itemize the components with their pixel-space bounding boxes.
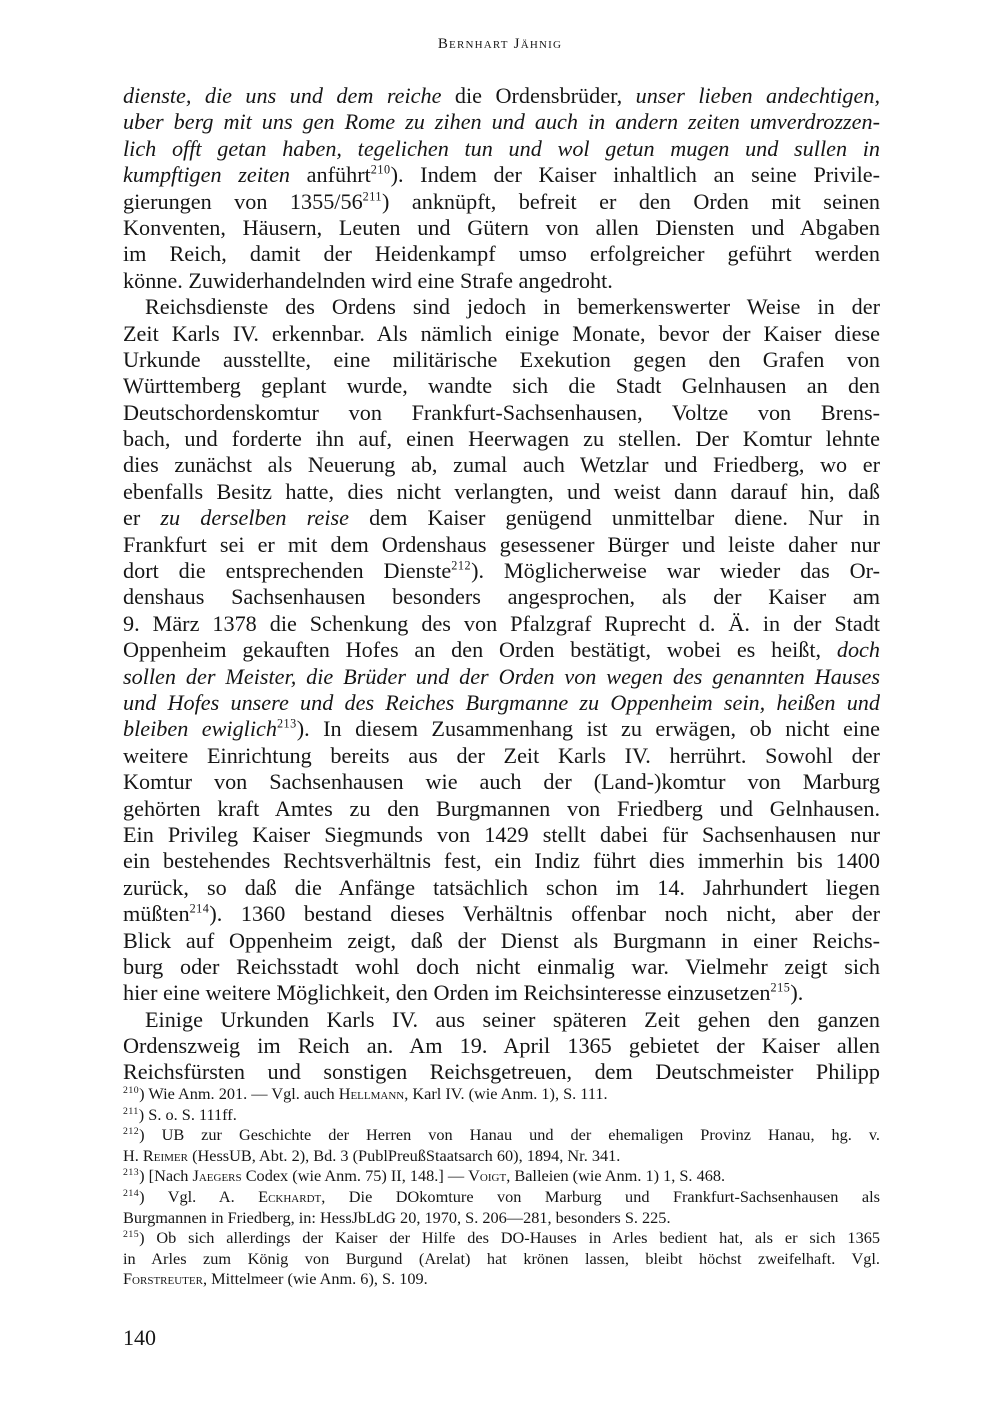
text-run: Codex (wie Anm. 75) II, 148.] — xyxy=(241,1166,469,1186)
text-line xyxy=(123,373,880,399)
italic-quote: unser lieben andechtigen, xyxy=(635,83,881,108)
text-run: , Karl IV. (wie Anm. 1), S. 111. xyxy=(404,1084,608,1103)
footnote-ref: 214 xyxy=(189,901,210,916)
text-run: weitere Einrichtung bereits aus der Zeit Karls IV. herrührt. Sowohl der xyxy=(123,742,880,768)
footnote-line xyxy=(123,1249,880,1270)
text-run: müßten xyxy=(123,901,190,927)
text-run: Urkunde ausstellte, eine militärische Exekution gegen den Grafen von xyxy=(123,346,880,372)
text-line xyxy=(123,215,880,241)
text-run: Blick auf Oppenheim zeigt, daß der Dienst als Burgmann in einer Reichs- xyxy=(123,927,880,953)
author-name: Eckhardt xyxy=(258,1186,322,1206)
text-run: er xyxy=(123,505,161,531)
text-line xyxy=(123,109,880,135)
text-line xyxy=(123,637,880,663)
italic-quote: dienste, die uns und dem reiche xyxy=(123,83,442,108)
text-run: ) [Nach xyxy=(139,1166,193,1186)
text-line xyxy=(123,822,880,848)
text-line xyxy=(123,980,880,1006)
text-line xyxy=(123,901,880,927)
text-run: die Ordensbrüder, xyxy=(441,83,636,108)
text-line xyxy=(123,611,880,637)
text-run: dies zunächst als Neuerung ab, zumal auch Wetzlar und Friedberg, wo er xyxy=(123,452,880,478)
text-run: Reichsfürsten und sonstigen Reichsgetreuen, dem Deutschmeister Philipp xyxy=(123,1059,880,1085)
text-run: ) Wie Anm. 201. — Vgl. auch xyxy=(139,1084,339,1103)
footnote-line xyxy=(123,1228,880,1249)
italic-quote: zu derselben reise xyxy=(160,505,349,531)
text-run: Zeit Karls IV. erkennbar. Als nämlich einige Monate, bevor der Kaiser diese xyxy=(123,320,880,346)
text-run: ). 1360 bestand dieses Verhältnis offenbar noch nicht, aber der xyxy=(209,901,880,927)
text-line xyxy=(123,241,880,267)
footnote-ref: 215 xyxy=(770,980,791,995)
text-run: ) S. o. S. 111ff. xyxy=(138,1104,237,1124)
text-run: in Arles zum König von Burgund (Arelat) hat krönen lassen, bleibt höchst zweifelhaft. Vgl. xyxy=(123,1248,880,1268)
text-line xyxy=(123,664,880,690)
text-line xyxy=(123,321,880,347)
text-line xyxy=(123,584,880,610)
text-run: denshaus Sachsenhausen besonders angesprochen, als der Kaiser am xyxy=(123,584,880,610)
text-run: Deutschordenskomtur von Frankfurt-Sachsenhausen, Voltze von Brens- xyxy=(123,399,880,425)
text-run: gehörten kraft Amtes zu den Burgmannen von Friedberg und Gelnhausen. xyxy=(123,795,880,821)
footnote-ref: 213 xyxy=(123,1167,140,1179)
text-line xyxy=(123,268,880,294)
author-name: Hellmann xyxy=(338,1084,405,1103)
text-line xyxy=(123,426,880,452)
footnote-ref: 212 xyxy=(451,558,472,573)
text-line xyxy=(123,848,880,874)
text-line xyxy=(123,558,880,584)
footnote-line xyxy=(123,1166,880,1187)
text-run: zurück, so daß die Anfänge tatsächlich schon im 14. Jahrhundert liegen xyxy=(123,874,880,900)
text-run: Württemberg geplant wurde, wandte sich die Stadt Gelnhausen an den xyxy=(123,373,880,399)
author-name: Forstreuter xyxy=(123,1269,203,1289)
text-run: , Die DOkomture von Marburg und Frankfurt-Sachsenhausen als xyxy=(321,1186,880,1206)
running-head: Bernhart Jähnig xyxy=(437,36,563,52)
text-line xyxy=(123,875,880,901)
footnote-ref: 212 xyxy=(123,1126,140,1138)
text-line xyxy=(123,1059,880,1085)
text-run: Ein Privileg Kaiser Siegmunds von 1429 stellt dabei für Sachsenhausen nur xyxy=(123,821,880,847)
text-run: anführt xyxy=(290,162,371,188)
text-line xyxy=(123,532,880,558)
text-line xyxy=(123,690,880,716)
text-line xyxy=(123,294,880,320)
text-line xyxy=(123,1007,880,1033)
text-run: Komtur von Sachsenhausen wie auch der (Land-)komtur von Marburg xyxy=(123,769,880,795)
text-run: hier eine weitere Möglichkeit, den Orden im Reichsinteresse einzusetzen xyxy=(123,980,771,1006)
footnote-line xyxy=(123,1269,880,1290)
text-line xyxy=(123,83,880,109)
text-line xyxy=(123,479,880,505)
text-line xyxy=(123,162,880,188)
footnote-ref: 214 xyxy=(123,1188,140,1200)
page-number: 140 xyxy=(123,1325,156,1350)
text-line xyxy=(123,769,880,795)
text-line xyxy=(123,928,880,954)
italic-quote: lich offt getan haben, tegelichen tun und wol getun mugen und sullen in xyxy=(123,135,880,161)
italic-quote: und Hofes unsere und des Reiches Burgmanne zu Oppenheim sein, heißen und xyxy=(123,689,880,715)
text-run: dort die entsprechenden Dienste xyxy=(123,558,452,584)
text-run: ). In diesem Zusammenhang ist zu erwägen, ob nicht eine xyxy=(296,716,880,742)
italic-quote: sollen der Meister, die Brüder und der Orden von wegen des genannten Hauses xyxy=(123,663,880,689)
text-run: Ordenszweig im Reich an. Am 19. April 1365 gebietet der Kaiser allen xyxy=(123,1033,880,1059)
text-run: bach, und forderte ihn auf, einen Heerwagen zu stellen. Der Komtur lehnte xyxy=(123,426,880,452)
text-run: ) Vgl. A. xyxy=(139,1186,259,1206)
text-line xyxy=(123,1033,880,1059)
text-run: ) anknüpft, befreit er den Orden mit seinen xyxy=(382,188,880,214)
text-line xyxy=(123,743,880,769)
italic-quote: uber berg mit uns gen Rome zu zihen und auch in andern zeiten umverdrozzen- xyxy=(123,109,880,135)
main-text xyxy=(123,83,880,1086)
author-name: Reimer xyxy=(142,1145,188,1165)
text-run: Oppenheim gekauften Hofes an den Orden bestätigt, wobei es heißt, xyxy=(123,637,837,663)
footnote-ref: 211 xyxy=(362,189,383,204)
author-name: Voigt xyxy=(468,1166,507,1186)
footnote-ref: 211 xyxy=(123,1105,139,1117)
footnote-line xyxy=(123,1105,880,1126)
text-run: im Reich, damit der Heidenkampf umso erfolgreicher geführt werden xyxy=(123,241,880,267)
italic-quote: bleiben ewiglich xyxy=(123,716,277,742)
text-run: Einige Urkunden Karls IV. aus seiner späteren Zeit gehen den ganzen xyxy=(145,1006,880,1032)
footnote-ref: 213 xyxy=(276,716,297,731)
text-run: Burgmannen in Friedberg, in: HessJbLdG 20, 1970, S. 206—281, besonders S. 225. xyxy=(123,1207,671,1227)
text-run: ein bestehendes Rechtsverhältnis fest, ein Indiz führt dies immerhin bis 1400 xyxy=(123,848,880,874)
text-line xyxy=(123,400,880,426)
author-name: Jaegers xyxy=(192,1166,242,1186)
text-line xyxy=(123,136,880,162)
footnote-line xyxy=(123,1146,880,1167)
footnote-line xyxy=(123,1084,880,1105)
text-run: dem Kaiser genügend unmittelbar diene. Nur in xyxy=(348,505,880,531)
footnote-line xyxy=(123,1125,880,1146)
text-run: burg oder Reichsstadt wohl doch nicht einmalig war. Vielmehr zeigt sich xyxy=(123,953,880,979)
text-run: , Balleien (wie Anm. 1) 1, S. 468. xyxy=(506,1166,726,1186)
text-line xyxy=(123,347,880,373)
footnote-line xyxy=(123,1187,880,1208)
italic-quote: doch xyxy=(836,637,880,663)
text-run: ). xyxy=(790,980,804,1006)
footnote-ref: 215 xyxy=(123,1229,140,1241)
footnote-ref: 210 xyxy=(370,162,391,177)
text-line xyxy=(123,189,880,215)
text-run: ). Möglicherweise war wieder das Or- xyxy=(471,558,880,584)
text-run: , Mittelmeer (wie Anm. 6), S. 109. xyxy=(202,1269,428,1289)
text-run: ) UB zur Geschichte der Herren von Hanau und der ehemaligen Provinz Hanau, hg. v. xyxy=(139,1125,880,1145)
text-run: H. xyxy=(123,1145,143,1165)
text-run: Reichsdienste des Ordens sind jedoch in bemerkenswerter Weise in der xyxy=(145,294,880,320)
text-line xyxy=(123,452,880,478)
text-run: Frankfurt sei er mit dem Ordenshaus gesessener Bürger und leiste daher nur xyxy=(123,531,880,557)
text-run: ). Indem der Kaiser inhaltlich an seine Privile- xyxy=(390,162,880,188)
text-run: Konventen, Häusern, Leuten und Gütern von allen Diensten und Abgaben xyxy=(123,214,880,240)
footnote-line xyxy=(123,1208,880,1229)
text-line xyxy=(123,716,880,742)
text-line xyxy=(123,954,880,980)
text-run: ebenfalls Besitz hatte, dies nicht verlangten, und weist dann darauf hin, daß xyxy=(123,478,880,504)
text-line xyxy=(123,505,880,531)
italic-quote: kumpftigen zeiten xyxy=(123,162,291,188)
text-run: (HessUB, Abt. 2), Bd. 3 (PublPreußStaatsarch 60), 1894, Nr. 341. xyxy=(188,1145,621,1165)
text-run: 9. März 1378 die Schenkung des von Pfalzgraf Ruprecht d. Ä. in der Stadt xyxy=(123,610,880,636)
text-run: gierungen von 1355/56 xyxy=(123,188,363,214)
text-line xyxy=(123,796,880,822)
footnote-ref: 210 xyxy=(123,1085,140,1097)
footnotes xyxy=(123,1084,880,1290)
text-run: ) Ob sich allerdings der Kaiser der Hilfe des DO-Hauses in Arles bedient hat, als er sich 1365 xyxy=(139,1228,880,1248)
text-run: könne. Zuwiderhandelnden wird eine Strafe angedroht. xyxy=(123,267,613,293)
